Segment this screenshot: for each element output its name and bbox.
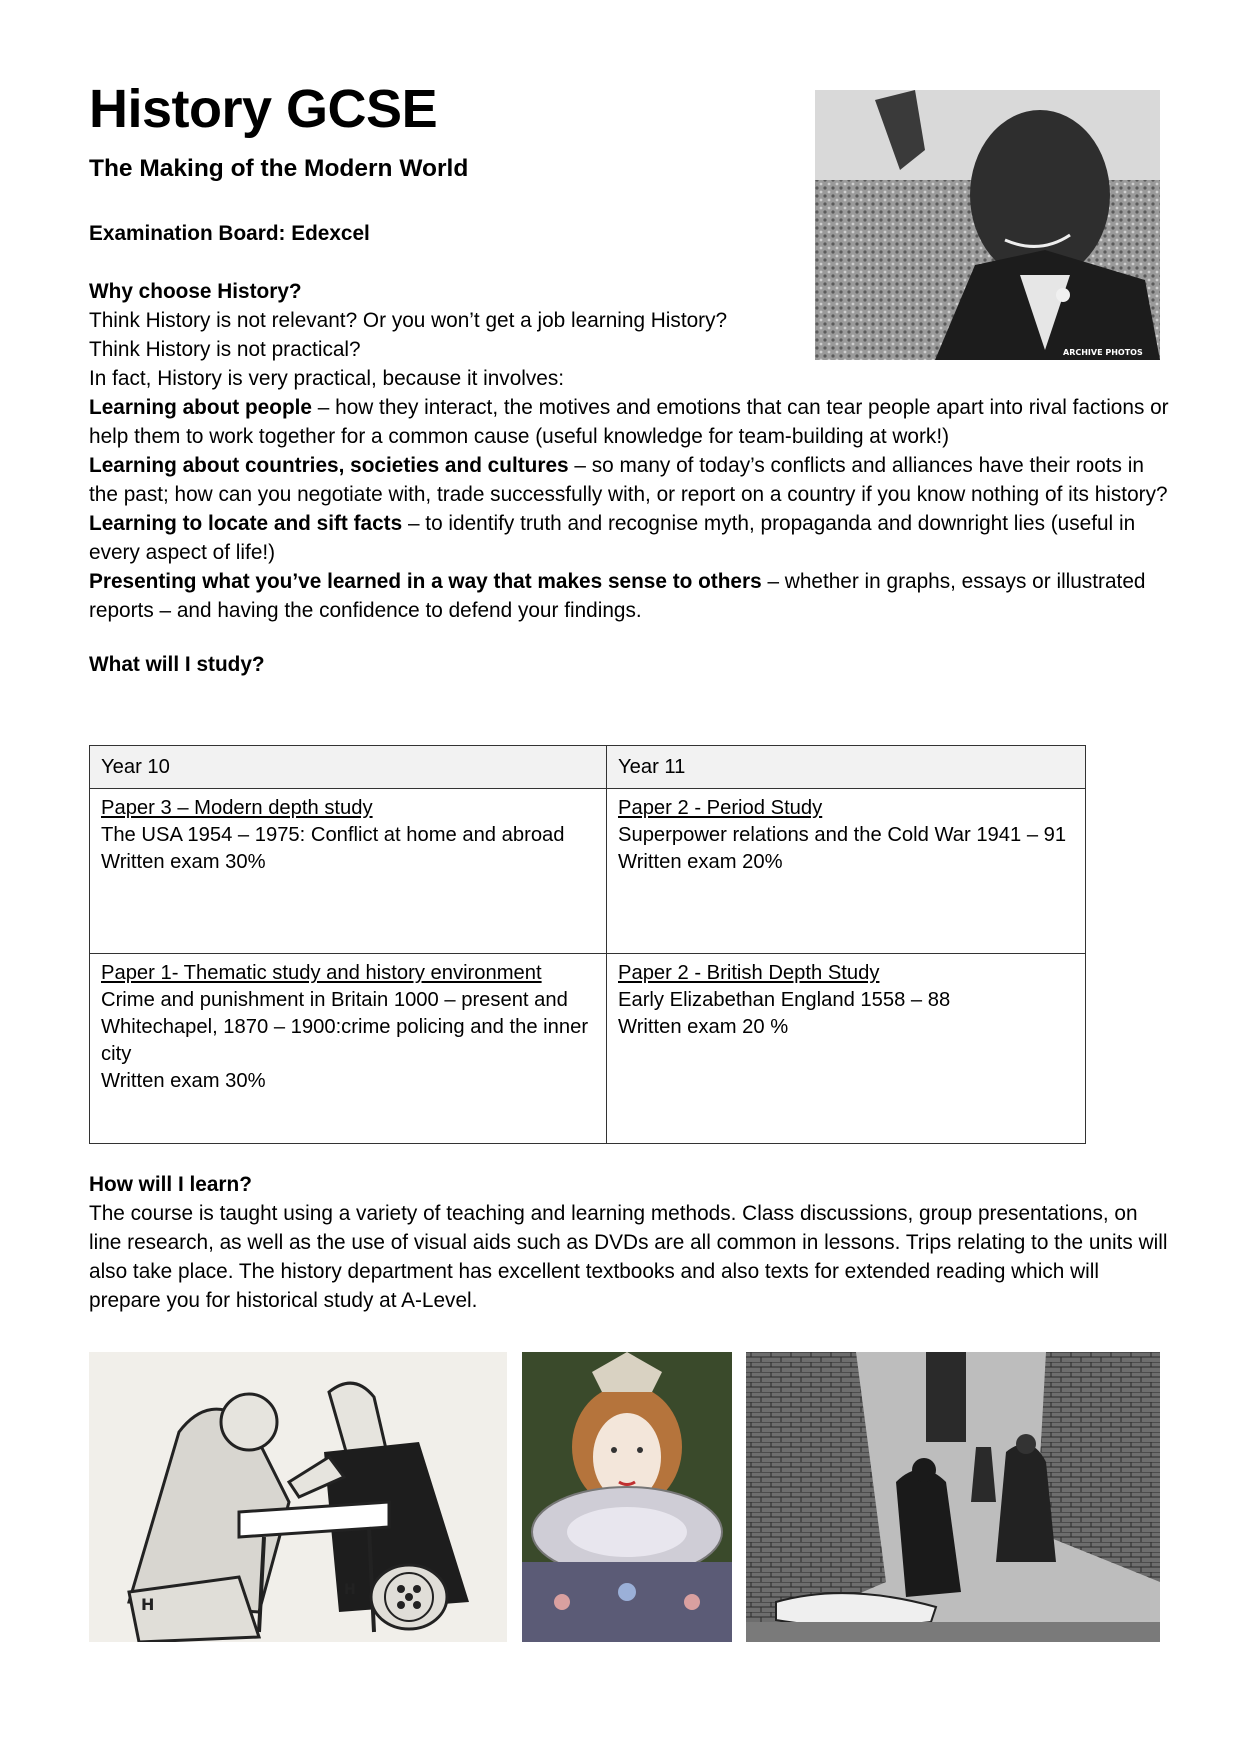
- paper-topic: Crime and punishment in Britain 1000 – present and Whitechapel, 1870 – 1900:crime policing and the inner city: [101, 989, 589, 1065]
- bomb-letter: H: [141, 1595, 155, 1614]
- column-header-year-11: Year 11: [607, 746, 1086, 789]
- exam-board: Examination Board: Edexcel: [89, 222, 370, 245]
- intro-section: [89, 219, 1169, 679]
- photo-caption: ARCHIVE PHOTOS: [1063, 348, 1143, 357]
- page-subtitle: The Making of the Modern World: [89, 155, 469, 182]
- whitechapel-illustration-image: [746, 1352, 1160, 1642]
- why-line-1: Think History is not relevant? Or you won’t get a job learning History?: [89, 309, 728, 332]
- how-section: [89, 1170, 1169, 1315]
- paper-topic: The USA 1954 – 1975: Conflict at home and abroad: [101, 824, 565, 846]
- point-countries: Learning about countries, societies and cultures – so many of today’s conflicts and alliances have their roots in the past; how can you negotiate with, trade successfully with, or report on a country if you know nothing of its history?: [89, 454, 1168, 506]
- point-facts: Learning to locate and sift facts – to identify truth and recognise myth, propaganda and downright lies (useful in every aspect of life!): [89, 512, 1136, 564]
- bomb-letter: H: [344, 1582, 356, 1598]
- table-cell: [607, 789, 1086, 954]
- column-header-year-10: Year 10: [90, 746, 607, 789]
- paper-title: Paper 2 - Period Study: [618, 797, 823, 819]
- paper-exam: Written exam 30%: [101, 851, 266, 873]
- elizabeth-portrait-image: [522, 1352, 732, 1642]
- point-presenting: Presenting what you’ve learned in a way that makes sense to others – whether in graphs, essays or illustrated reports – and having the confidence to defend your findings.: [89, 570, 1146, 622]
- paper-topic: Early Elizabethan England 1558 – 88: [618, 989, 951, 1011]
- point-people: Learning about people – how they interact, the motives and emotions that can tear people apart into rival factions or help them to work together for a common cause (useful knowledge for team-building at work!): [89, 396, 1169, 448]
- paper-exam: Written exam 30%: [101, 1070, 266, 1092]
- table-cell: [90, 789, 607, 954]
- table-row: [90, 789, 1086, 954]
- paper-title: Paper 2 - British Depth Study: [618, 962, 880, 984]
- paper-topic: Superpower relations and the Cold War 1941 – 91: [618, 824, 1067, 846]
- page-title: History GCSE: [89, 79, 438, 139]
- paper-exam: Written exam 20%: [618, 851, 783, 873]
- why-line-3: In fact, History is very practical, because it involves:: [89, 367, 565, 390]
- paper-exam: Written exam 20 %: [618, 1016, 789, 1038]
- how-text: The course is taught using a variety of teaching and learning methods. Class discussions, group presentations, on line research, as well as the use of visual aids such as DVDs are all common in lessons. Trips relating to the units will also take place. The history department has excellent textbooks and also texts for extended reading which will prepare you for historical study at A-Level.: [89, 1202, 1168, 1312]
- why-heading: Why choose History?: [89, 280, 302, 303]
- paper-title: Paper 3 – Modern depth study: [101, 797, 373, 819]
- why-line-2: Think History is not practical?: [89, 338, 361, 361]
- table-row: [90, 954, 1086, 1144]
- study-table: [89, 745, 1086, 1144]
- cold-war-cartoon-image: [89, 1352, 507, 1642]
- paper-title: Paper 1- Thematic study and history environment: [101, 962, 542, 984]
- how-heading: How will I learn?: [89, 1173, 252, 1196]
- table-header-row: [90, 746, 1086, 789]
- study-heading: What will I study?: [89, 653, 265, 676]
- table-cell: [90, 954, 607, 1144]
- table-cell: [607, 954, 1086, 1144]
